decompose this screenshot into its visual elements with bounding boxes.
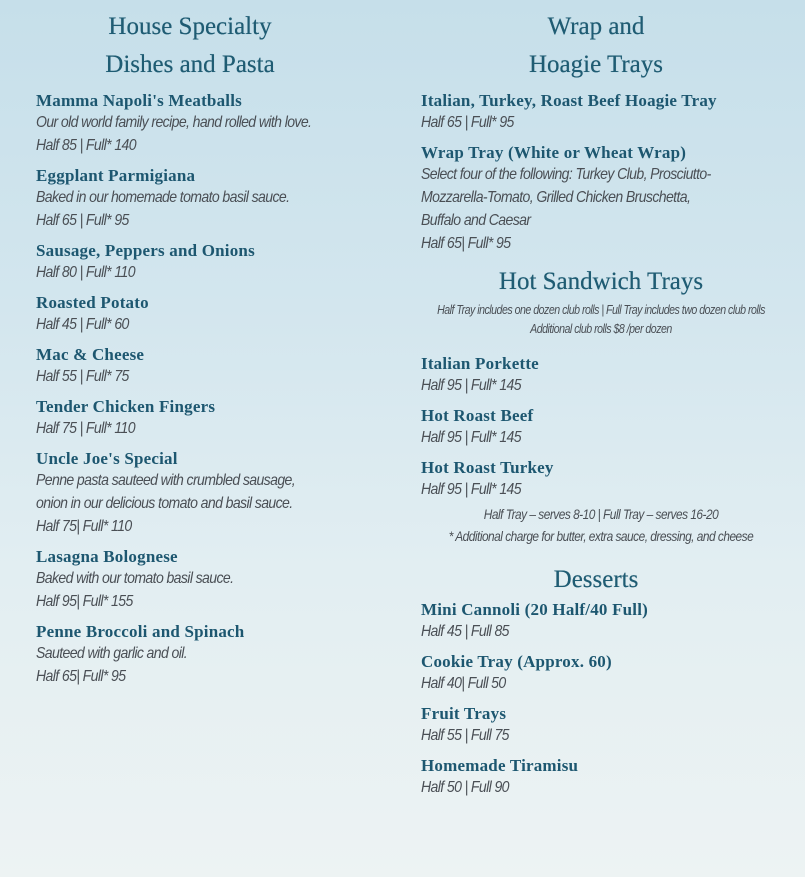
item-description: Baked in our homemade tomato basil sauce.	[36, 189, 290, 206]
menu-item	[36, 448, 396, 538]
section-title-hot-sandwich-trays: Hot Sandwich Trays	[498, 268, 704, 295]
menu-item	[421, 755, 801, 799]
serving-size-note: Half Tray – serves 8-10 | Full Tray – serves 16-20	[483, 506, 719, 522]
section-title-hoagie-trays: Hoagie Trays	[528, 51, 664, 78]
item-name: Hot Roast Beef	[421, 406, 534, 425]
item-name: Hot Roast Turkey	[421, 458, 554, 477]
item-name: Fruit Trays	[421, 704, 507, 723]
item-price: Half 50 | Full 90	[421, 779, 509, 796]
trays-column	[421, 0, 801, 807]
item-price: Half 65| Full* 95	[421, 235, 511, 252]
item-name: Italian Porkette	[421, 354, 539, 373]
item-price: Half 95 | Full* 145	[421, 377, 521, 394]
hot-tray-rolls-note: Half Tray includes one dozen club rolls | Full Tray includes two dozen club rolls	[437, 303, 765, 317]
menu-item	[36, 165, 396, 232]
section-title-desserts: Desserts	[553, 566, 639, 593]
menu-item	[36, 546, 396, 613]
menu-item	[36, 90, 396, 157]
menu-item	[421, 90, 801, 134]
house-specialty-column	[36, 0, 396, 696]
item-description: onion in our delicious tomato and basil sauce.	[36, 495, 293, 512]
item-description: Buffalo and Caesar	[421, 212, 531, 229]
menu-item	[421, 405, 801, 449]
item-name: Wrap Tray (White or Wheat Wrap)	[421, 143, 687, 162]
item-price: Half 55 | Full* 75	[36, 368, 129, 385]
item-description: Penne pasta sauteed with crumbled sausage,	[36, 472, 296, 489]
item-price: Half 65| Full* 95	[36, 668, 126, 685]
item-price: Half 80 | Full* 110	[36, 264, 135, 281]
item-name: Homemade Tiramisu	[421, 756, 579, 775]
item-price: Half 75| Full* 110	[36, 518, 132, 535]
item-price: Half 75 | Full* 110	[36, 420, 135, 437]
item-name: Roasted Potato	[36, 293, 149, 312]
item-price: Half 95| Full* 155	[36, 593, 133, 610]
item-price: Half 40| Full 50	[421, 675, 506, 692]
item-name: Tender Chicken Fingers	[36, 397, 216, 416]
item-price: Half 95 | Full* 145	[421, 429, 521, 446]
item-price: Half 45 | Full* 60	[36, 316, 129, 333]
item-name: Italian, Turkey, Roast Beef Hoagie Tray	[421, 91, 717, 110]
menu-item	[36, 396, 396, 440]
item-name: Penne Broccoli and Spinach	[36, 622, 245, 641]
menu-item	[421, 457, 801, 501]
item-description: Mozzarella-Tomato, Grilled Chicken Bruschetta,	[421, 189, 691, 206]
section-title-wrap: Wrap and	[547, 13, 645, 40]
item-name: Uncle Joe's Special	[36, 449, 178, 468]
item-name: Mini Cannoli (20 Half/40 Full)	[421, 600, 649, 619]
item-description: Our old world family recipe, hand rolled with love.	[36, 114, 312, 131]
menu-item	[36, 344, 396, 388]
item-name: Sausage, Peppers and Onions	[36, 241, 255, 260]
item-price: Half 55 | Full 75	[421, 727, 509, 744]
menu-item	[421, 353, 801, 397]
menu-item	[421, 703, 801, 747]
menu-item	[421, 142, 801, 255]
item-name: Lasagna Bolognese	[36, 547, 178, 566]
item-price: Half 45 | Full 85	[421, 623, 509, 640]
item-description: Baked with our tomato basil sauce.	[36, 570, 234, 587]
item-price: Half 95 | Full* 145	[421, 481, 521, 498]
menu-item	[36, 292, 396, 336]
item-name: Eggplant Parmigiana	[36, 166, 196, 185]
item-price: Half 65 | Full* 95	[36, 212, 129, 229]
item-name: Mac & Cheese	[36, 345, 145, 364]
menu-item	[36, 240, 396, 284]
menu-item	[36, 621, 396, 688]
menu-item	[421, 651, 801, 695]
item-description: Sauteed with garlic and oil.	[36, 645, 188, 662]
item-name: Cookie Tray (Approx. 60)	[421, 652, 612, 671]
section-title-house-specialty: House Specialty	[108, 13, 272, 40]
item-price: Half 65 | Full* 95	[421, 114, 514, 131]
item-description: Select four of the following: Turkey Club, Prosciutto-	[421, 166, 711, 183]
additional-rolls-note: Additional club rolls $8 /per dozen	[530, 322, 672, 336]
section-title-dishes-pasta: Dishes and Pasta	[105, 51, 275, 78]
item-price: Half 85 | Full* 140	[36, 137, 136, 154]
item-name: Mamma Napoli's Meatballs	[36, 91, 242, 110]
additional-charge-note: * Additional charge for butter, extra sauce, dressing, and cheese	[448, 528, 754, 544]
menu-item	[421, 599, 801, 643]
